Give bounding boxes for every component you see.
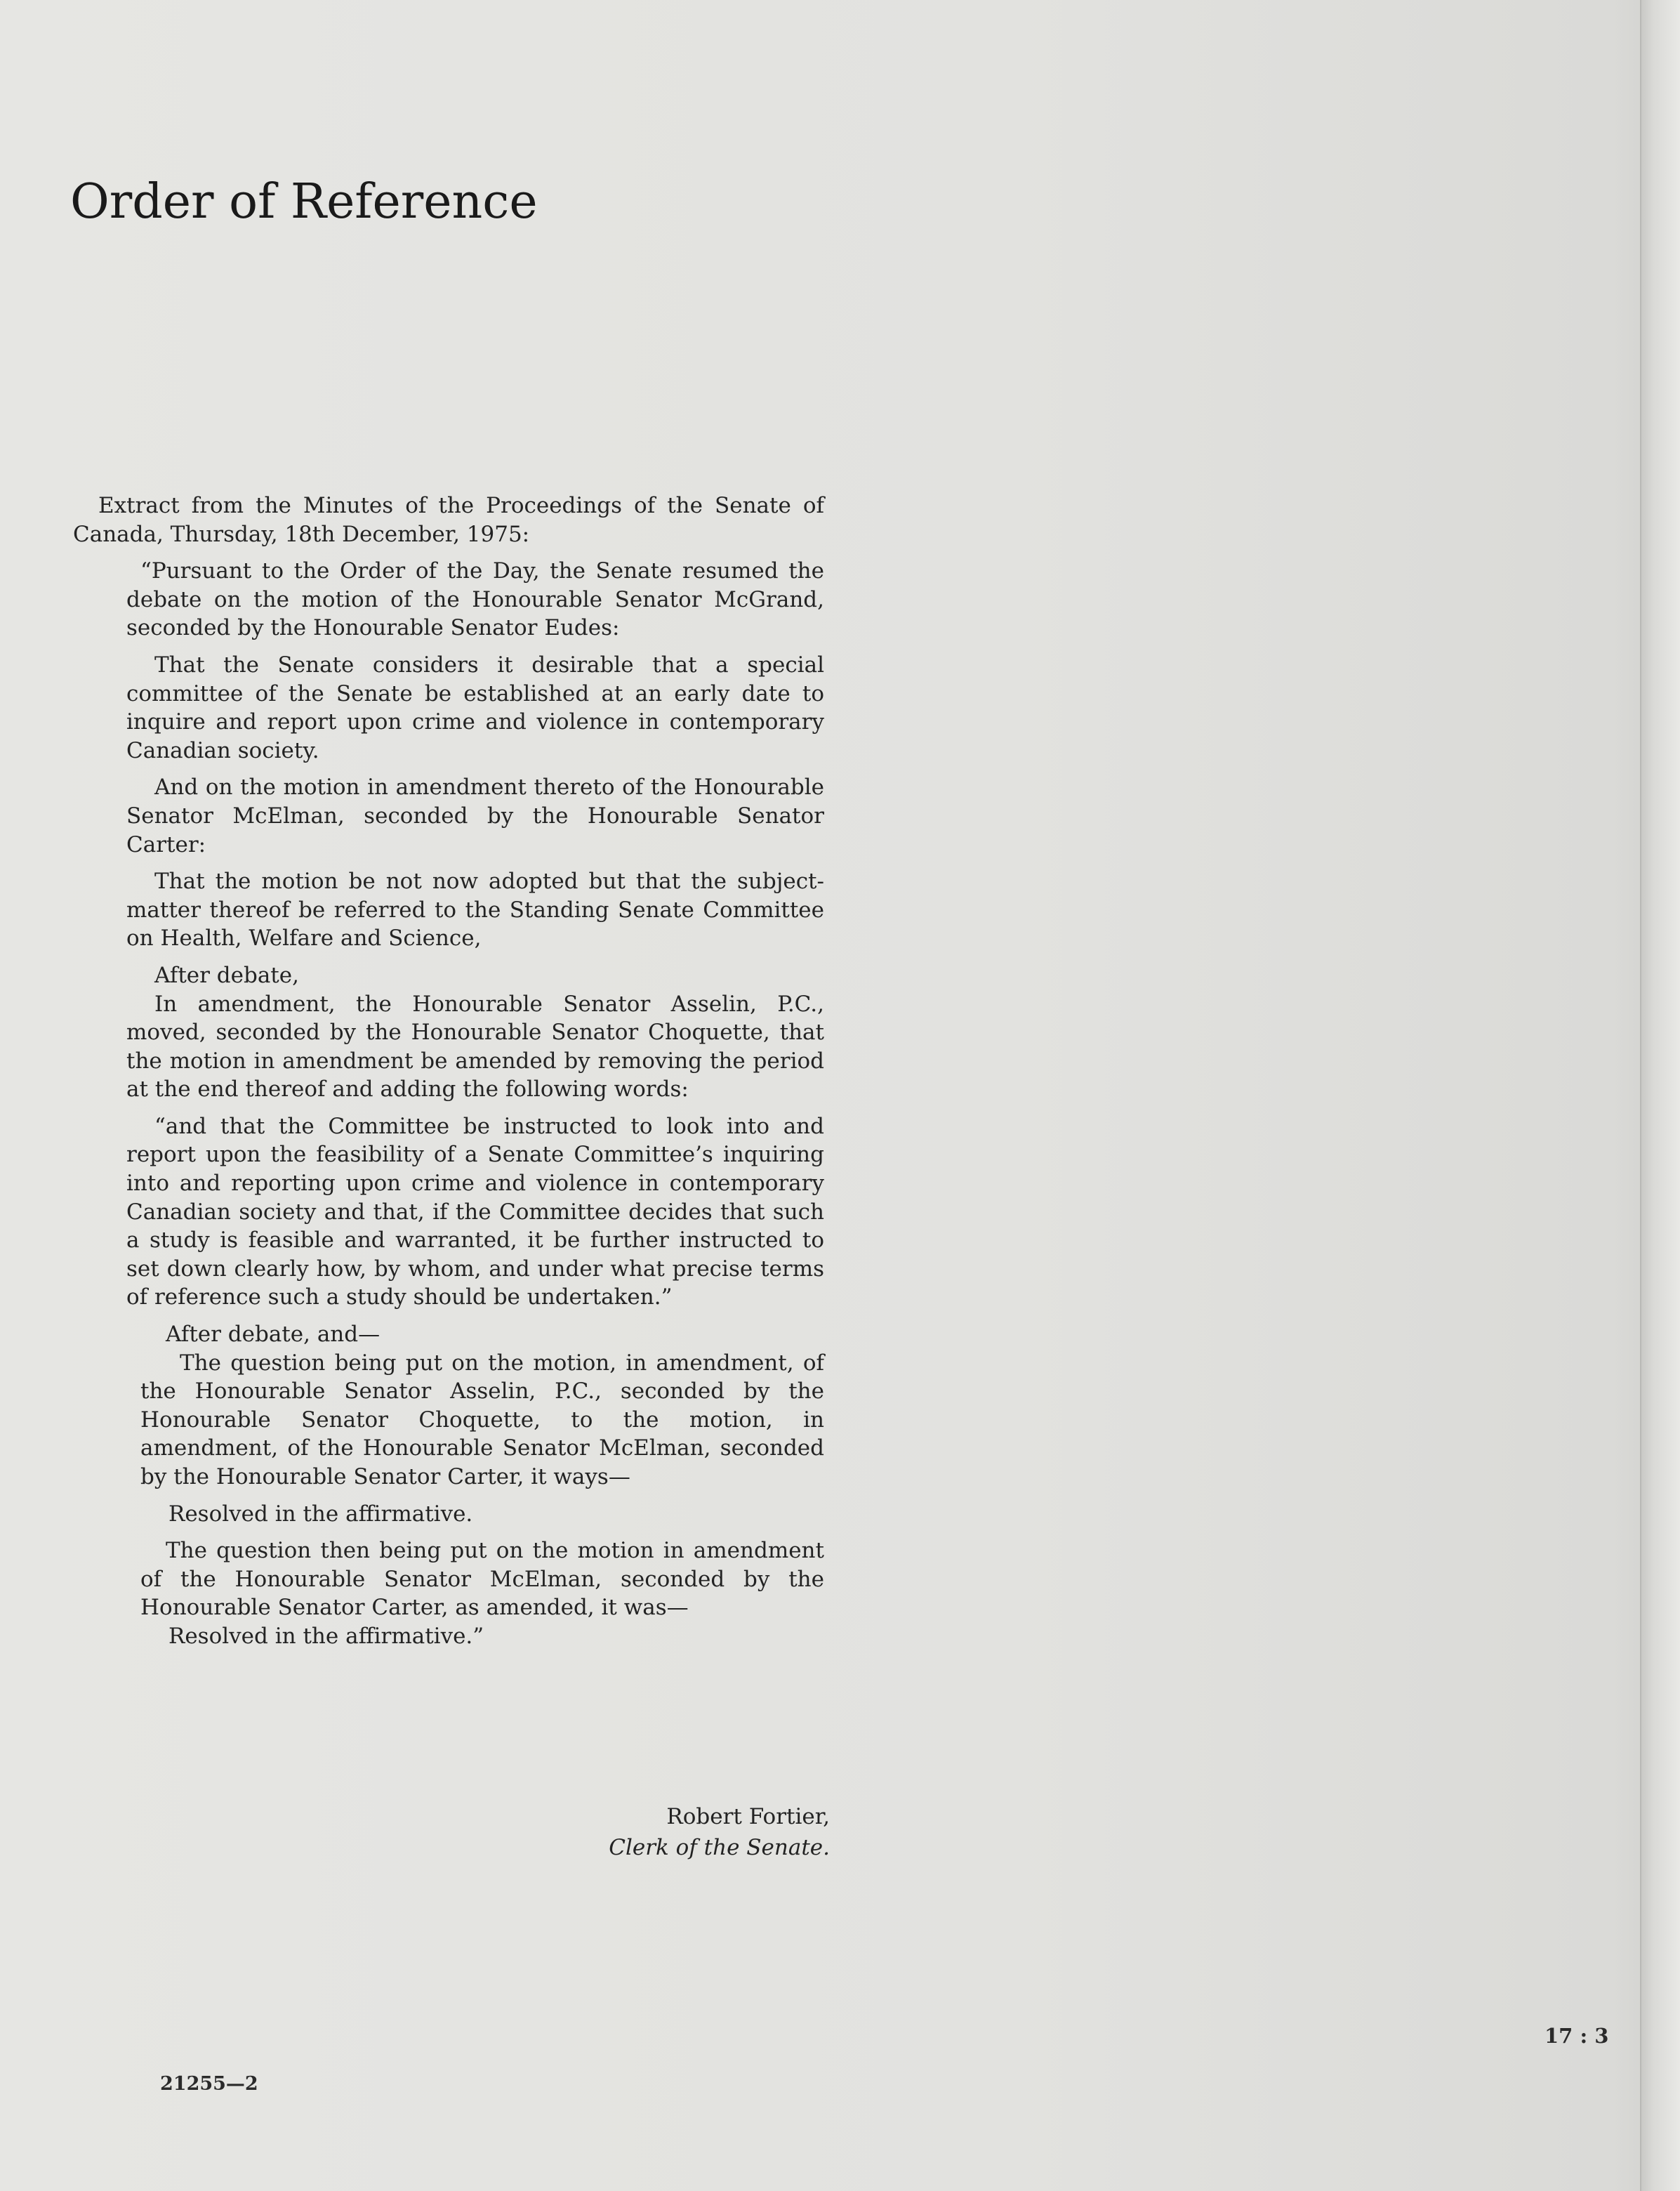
quote-paragraph-10: The question then being put on the motion in amendment of the Honourable Senator McElman, seconded by the Honourable Senator Carter, as amended, it was— — [140, 1538, 824, 1621]
intro-paragraph: Extract from the Minutes of the Proceedings of the Senate of Canada, Thursday, 18th December, 1975: — [73, 493, 824, 547]
resolution-1: Resolved in the affirmative. — [168, 1501, 473, 1527]
signatory-role: Clerk of the Senate. — [609, 1835, 830, 1860]
quote-paragraph-6: In amendment, the Honourable Senator Asselin, P.C., moved, seconded by the Honourable Senator Choquette, that the motion in amendment be amended by removing the period at the end thereof and adding the following words: — [126, 991, 824, 1103]
quote-paragraph-7: “and that the Committee be instructed to look into and report upon the feasibility of a Senate Committee’s inquiring into and reporting upon crime and violence in contemporary Canadian society and that, if the Committee decides that such a study is feasible and warranted, it be further instructed to set down clearly how, by whom, and under what precise terms of reference such a study should be undertaken.” — [126, 1113, 824, 1310]
print-code: 21255—2 — [160, 2073, 258, 2095]
resolution-2: Resolved in the affirmative.” — [168, 1623, 484, 1649]
quote-paragraph-5: After debate, — [154, 962, 299, 988]
quote-paragraph-1: “Pursuant to the Order of the Day, the Senate resumed the debate on the motion of the Honourable Senator McGrand, seconded by the Honourable Senator Eudes: — [126, 558, 824, 641]
order-of-reference-text — [73, 492, 824, 1651]
signatory-name: Robert Fortier, — [666, 1804, 830, 1829]
quote-paragraph-9: The question being put on the motion, in amendment, of the Honourable Senator Asselin, P.C., seconded by the Honourable Senator Choquette, to the motion, in amendment, of the Honourable Senator McElman, seconded by the Honourable Senator Carter, it ways— — [140, 1350, 824, 1489]
quote-paragraph-4: That the motion be not now adopted but that the subject-matter thereof be referred to the Standing Senate Committee on Health, Welfare and Science, — [126, 869, 824, 952]
page-edge — [1641, 0, 1680, 2191]
signature-block — [491, 1801, 830, 1863]
page-number: 17 : 3 — [1545, 2024, 1609, 2048]
quote-paragraph-2: That the Senate considers it desirable that a special committee of the Senate be established at an early date to inquire and report upon crime and violence in contemporary Canadian society. — [126, 652, 824, 763]
page-title: Order of Reference — [70, 174, 538, 230]
quote-paragraph-8: After debate, and— — [166, 1322, 381, 1348]
quote-paragraph-3: And on the motion in amendment thereto of the Honourable Senator McElman, seconded by the Honourable Senator Carter: — [126, 775, 824, 857]
